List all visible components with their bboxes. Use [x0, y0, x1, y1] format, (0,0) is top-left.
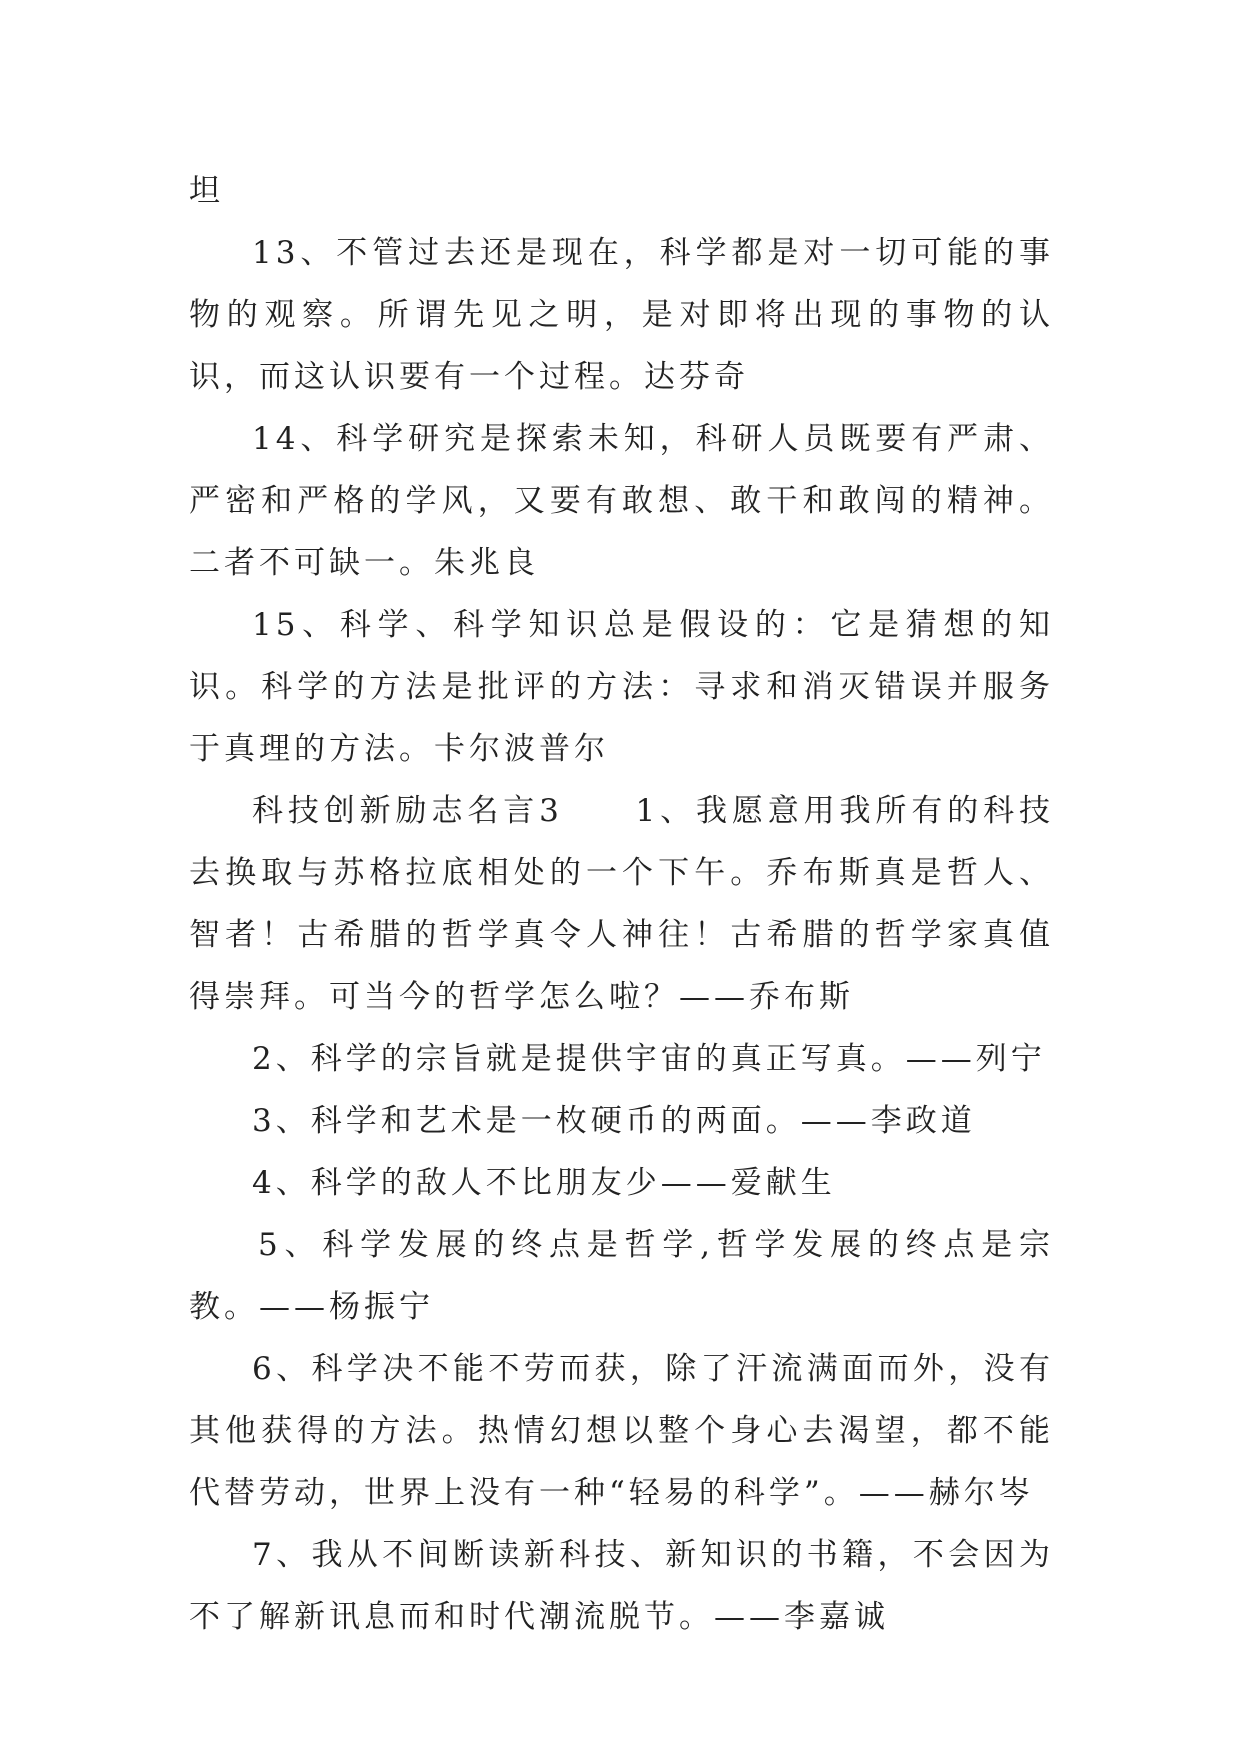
quote-13: 13、不管过去还是现在，科学都是对一切可能的事物的观察。所谓先见之明，是对即将出现的事物的认识，而这认识要有一个过程。达芬奇 — [189, 235, 1054, 395]
quote-7: 7、我从不间断读新科技、新知识的书籍，不会因为不了解新讯息而和时代潮流脱节。——李嘉诚 — [189, 1537, 1054, 1635]
paragraph-continuation: 坦 — [189, 173, 224, 209]
section-3-quote-1: 科技创新励志名言3 1、我愿意用我所有的科技去换取与苏格拉底相处的一个下午。乔布斯真是哲人、智者！古希腊的哲学真令人神往！古希腊的哲学家真值得崇拜。可当今的哲学怎么啦？——乔布斯 — [189, 793, 1054, 1015]
quote-6: 6、科学决不能不劳而获，除了汗流满面而外，没有其他获得的方法。热情幻想以整个身心去渴望，都不能代替劳动，世界上没有一种“轻易的科学”。——赫尔岑 — [189, 1351, 1054, 1511]
quote-14: 14、科学研究是探索未知，科研人员既要有严肃、严密和严格的学风，又要有敢想、敢干和敢闯的精神。二者不可缺一。朱兆良 — [189, 421, 1054, 581]
document-body — [189, 160, 1054, 1648]
quote-5: 5、科学发展的终点是哲学,哲学发展的终点是宗教。——杨振宁 — [189, 1227, 1054, 1325]
quote-2: 2、科学的宗旨就是提供宇宙的真正写真。——列宁 — [252, 1041, 1046, 1077]
quote-4: 4、科学的敌人不比朋友少——爱献生 — [252, 1165, 836, 1201]
quote-15: 15、科学、科学知识总是假设的：它是猜想的知识。科学的方法是批评的方法：寻求和消灭错误并服务于真理的方法。卡尔波普尔 — [189, 607, 1054, 767]
quote-3: 3、科学和艺术是一枚硬币的两面。——李政道 — [252, 1103, 976, 1139]
